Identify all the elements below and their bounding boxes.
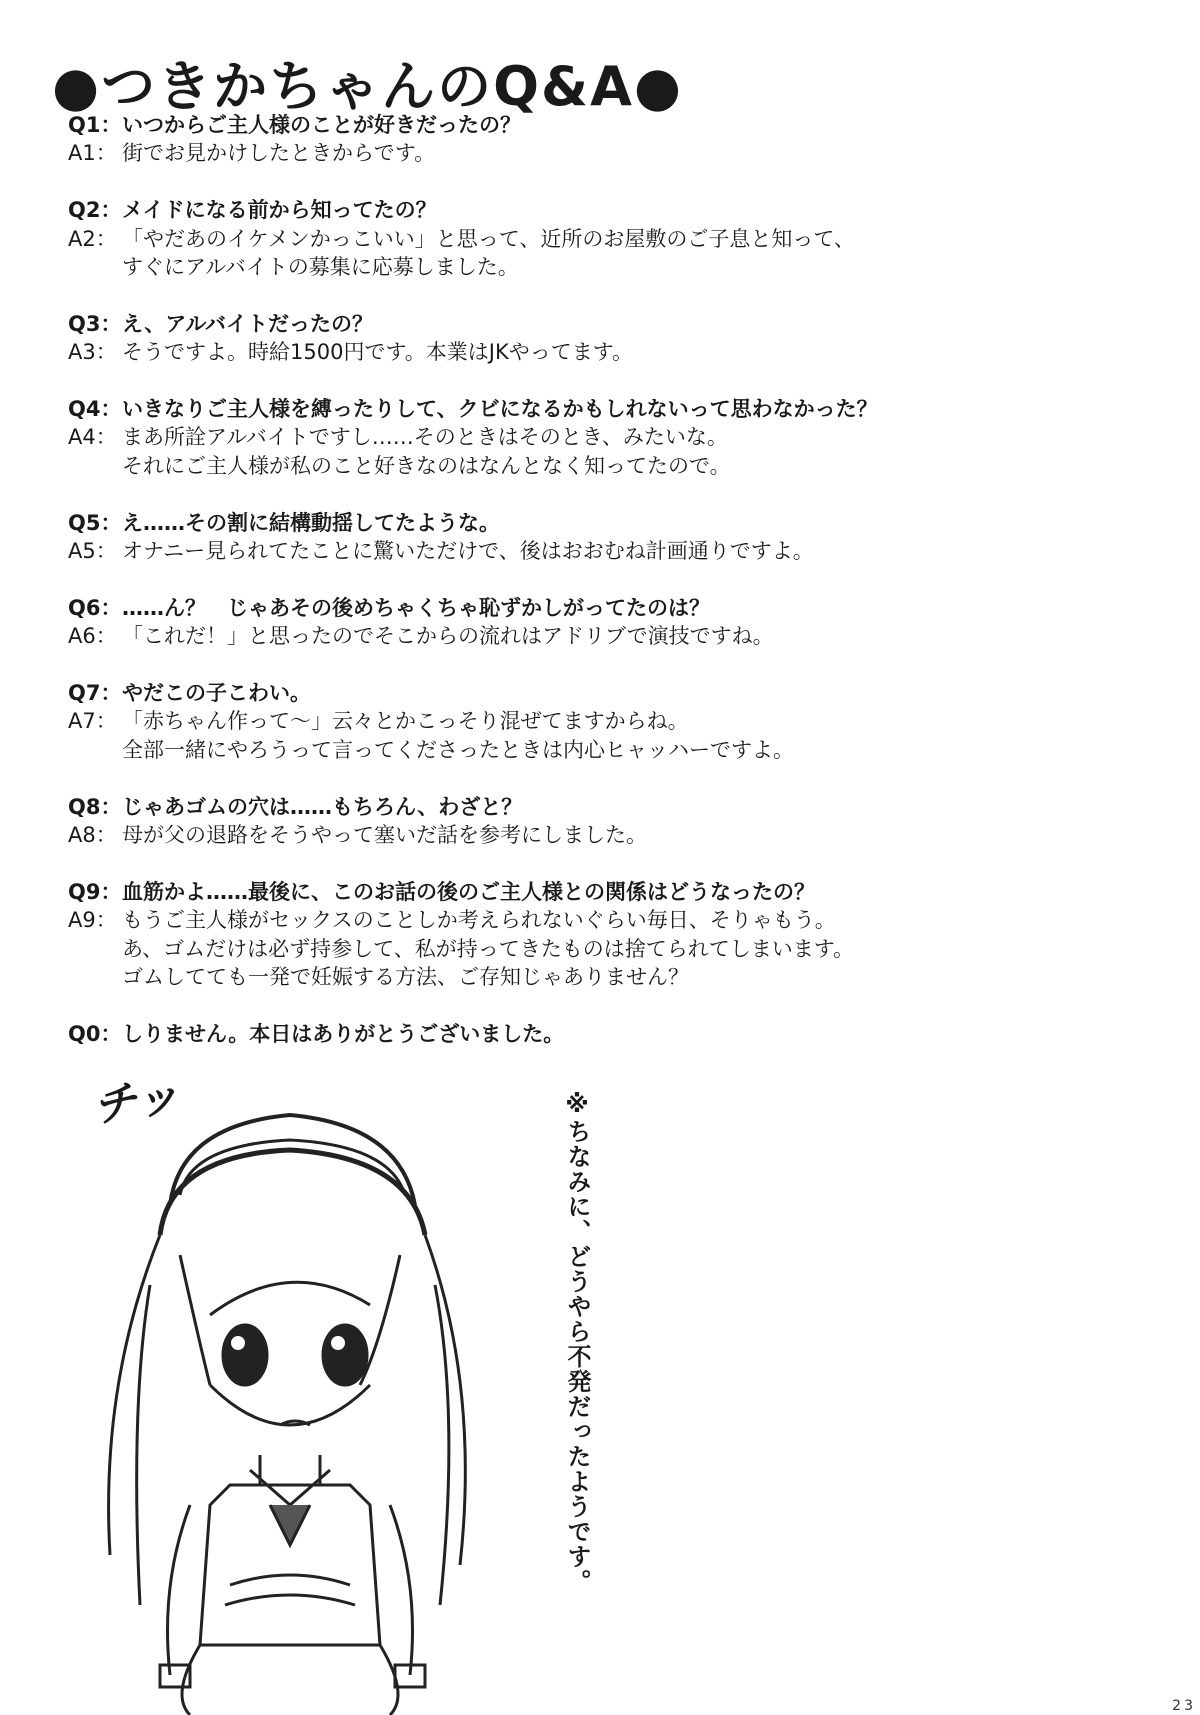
question-label: Q4： bbox=[68, 397, 122, 422]
answer-label: A2： bbox=[68, 226, 117, 251]
answer-label: A8： bbox=[68, 823, 117, 848]
answer-text: 「これだ！」と思ったのでそこからの流れはアドリブで演技ですね。 bbox=[122, 624, 774, 649]
answer-text: そうですよ。時給1500円です。本業はJKやってます。 bbox=[122, 340, 634, 365]
answer-line bbox=[68, 906, 1168, 934]
question-text: いきなりご主人様を縛ったりして、クビになるかもしれないって思わなかった？ bbox=[122, 397, 878, 422]
question-line bbox=[68, 594, 1168, 622]
side-note: ※ちなみに、どうやら不発だったようです。 bbox=[563, 1090, 591, 1594]
question-text: ……ん？ じゃあその後めちゃくちゃ恥ずかしがってたのは？ bbox=[122, 595, 710, 620]
answer-text: 「やだあのイケメンかっこいい」と思って、近所のお屋敷のご子息と知って、 bbox=[122, 226, 855, 251]
qa-item bbox=[68, 395, 1168, 480]
answer-label: A5： bbox=[68, 539, 117, 564]
question-text: やだこの子こわい。 bbox=[122, 681, 311, 706]
question-line bbox=[68, 679, 1168, 707]
answer-label: A1： bbox=[68, 141, 117, 166]
question-line bbox=[68, 111, 1168, 139]
question-line bbox=[68, 1020, 1168, 1048]
qa-list bbox=[68, 111, 1168, 1077]
question-text: じゃあゴムの穴は……もちろん、わざと？ bbox=[122, 794, 523, 819]
answer-label: A3： bbox=[68, 340, 117, 365]
answer-text: まあ所詮アルバイトですし……そのときはそのとき、みたいな。 bbox=[122, 425, 728, 450]
question-label: Q5： bbox=[68, 510, 122, 535]
answer-line bbox=[68, 338, 1168, 366]
question-line bbox=[68, 395, 1168, 423]
answer-text: オナニー見られてたことに驚いただけで、後はおおむね計画通りですよ。 bbox=[122, 539, 814, 564]
question-line bbox=[68, 793, 1168, 821]
question-text: え……その割に結構動揺してたような。 bbox=[122, 510, 500, 535]
question-label: Q7： bbox=[68, 681, 122, 706]
answer-text: もうご主人様がセックスのことしか考えられないぐらい毎日、そりゃもう。 bbox=[122, 908, 836, 933]
answer-label: A9： bbox=[68, 908, 117, 933]
question-text: メイドになる前から知ってたの？ bbox=[122, 198, 437, 223]
question-text: いつからご主人様のことが好きだったの？ bbox=[122, 113, 521, 137]
page-title: ●つきかちゃんのQ&A● bbox=[52, 55, 684, 118]
answer-line bbox=[68, 821, 1168, 849]
question-label: Q9： bbox=[68, 879, 122, 904]
question-line bbox=[68, 310, 1168, 338]
qa-item bbox=[68, 1020, 1168, 1048]
maid-character-illustration bbox=[60, 1085, 510, 1715]
answer-continuation: それにご主人様が私のこと好きなのはなんとなく知ってたので。 bbox=[122, 453, 731, 478]
question-label: Q6： bbox=[68, 595, 122, 620]
question-text: 血筋かよ……最後に、このお話の後のご主人様との関係はどうなったの？ bbox=[122, 879, 815, 904]
answer-line bbox=[68, 139, 1168, 167]
answer-line bbox=[68, 423, 1168, 451]
qa-item bbox=[68, 679, 1168, 764]
question-label: Q1： bbox=[68, 113, 122, 137]
question-label: Q0： bbox=[68, 1021, 122, 1046]
qa-item bbox=[68, 111, 1168, 168]
question-label: Q3： bbox=[68, 311, 122, 336]
answer-text: 「赤ちゃん作って～」云々とかこっそり混ぜてますからね。 bbox=[122, 709, 689, 734]
answer-continuation: 全部一緒にやろうって言ってくださったときは内心ヒャッハーですよ。 bbox=[122, 737, 794, 762]
answer-continuation: あ、ゴムだけは必ず持参して、私が持ってきたものは捨てられてしまいます。 bbox=[122, 936, 855, 961]
question-label: Q8： bbox=[68, 794, 122, 819]
answer-text: 街でお見かけしたときからです。 bbox=[122, 141, 436, 166]
qa-item bbox=[68, 594, 1168, 651]
qa-item bbox=[68, 509, 1168, 566]
answer-line bbox=[68, 707, 1168, 735]
question-label: Q2： bbox=[68, 198, 122, 223]
question-line bbox=[68, 196, 1168, 224]
answer-label: A4： bbox=[68, 425, 117, 450]
answer-continuation: すぐにアルバイトの募集に応募しました。 bbox=[122, 255, 519, 280]
answer-line bbox=[68, 537, 1168, 565]
answer-continuation: ゴムしてても一発で妊娠する方法、ご存知じゃありません？ bbox=[122, 965, 689, 990]
question-text: え、アルバイトだったの？ bbox=[122, 311, 373, 336]
answer-line bbox=[68, 225, 1168, 253]
qa-item bbox=[68, 196, 1168, 281]
qa-item bbox=[68, 310, 1168, 367]
answer-label: A7： bbox=[68, 709, 117, 734]
question-line bbox=[68, 878, 1168, 906]
page-number: 23 bbox=[1172, 1698, 1196, 1714]
answer-line bbox=[68, 622, 1168, 650]
question-text: しりません。本日はありがとうございました。 bbox=[122, 1021, 565, 1046]
answer-text: 母が父の退路をそうやって塞いだ話を参考にしました。 bbox=[122, 823, 647, 848]
sound-effect: チッ bbox=[89, 1070, 183, 1133]
qa-item bbox=[68, 878, 1168, 992]
answer-label: A6： bbox=[68, 624, 117, 649]
qa-item bbox=[68, 793, 1168, 850]
question-line bbox=[68, 509, 1168, 537]
